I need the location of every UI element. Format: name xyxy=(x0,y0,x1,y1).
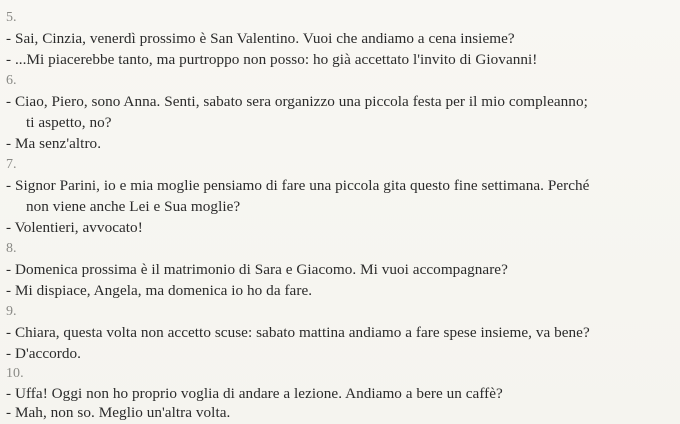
exercise-number: 5. xyxy=(6,10,17,25)
dialogue-line: - Volentieri, avvocato! xyxy=(6,219,143,236)
dialogue-line: - Uffa! Oggi non ho proprio voglia di andare a lezione. Andiamo a bere un caffè? xyxy=(6,385,503,402)
exercise-number: 9. xyxy=(6,304,17,319)
exercise-number: 8. xyxy=(6,241,17,256)
dialogue-line: - Mah, non so. Meglio un'altra volta. xyxy=(6,404,231,421)
dialogue-line: - Ciao, Piero, sono Anna. Senti, sabato sera organizzo una piccola festa per il mio compleanno; xyxy=(6,93,588,110)
dialogue-line: - ...Mi piacerebbe tanto, ma purtroppo non posso: ho già accettato l'invito di Giovanni! xyxy=(6,51,538,68)
dialogue-line: - Chiara, questa volta non accetto scuse: sabato mattina andiamo a fare spese insieme, va bene? xyxy=(6,324,590,341)
dialogue-line: - Signor Parini, io e mia moglie pensiamo di fare una piccola gita questo fine settimana. Perché xyxy=(6,177,590,194)
exercise-number: 6. xyxy=(6,73,17,88)
dialogue-line: - Ma senz'altro. xyxy=(6,135,102,152)
dialogue-line: - Sai, Cinzia, venerdì prossimo è San Valentino. Vuoi che andiamo a cena insieme? xyxy=(6,30,515,47)
dialogue-line: - Mi dispiace, Angela, ma domenica io ho da fare. xyxy=(6,282,313,299)
exercise-number: 7. xyxy=(6,157,17,172)
dialogue-line: - D'accordo. xyxy=(6,345,82,362)
dialogue-line: - Domenica prossima è il matrimonio di Sara e Giacomo. Mi vuoi accompagnare? xyxy=(6,261,508,278)
exercise-number: 10. xyxy=(6,366,24,381)
dialogue-line-continuation: non viene anche Lei e Sua moglie? xyxy=(26,198,241,215)
dialogue-line-continuation: ti aspetto, no? xyxy=(26,114,112,131)
